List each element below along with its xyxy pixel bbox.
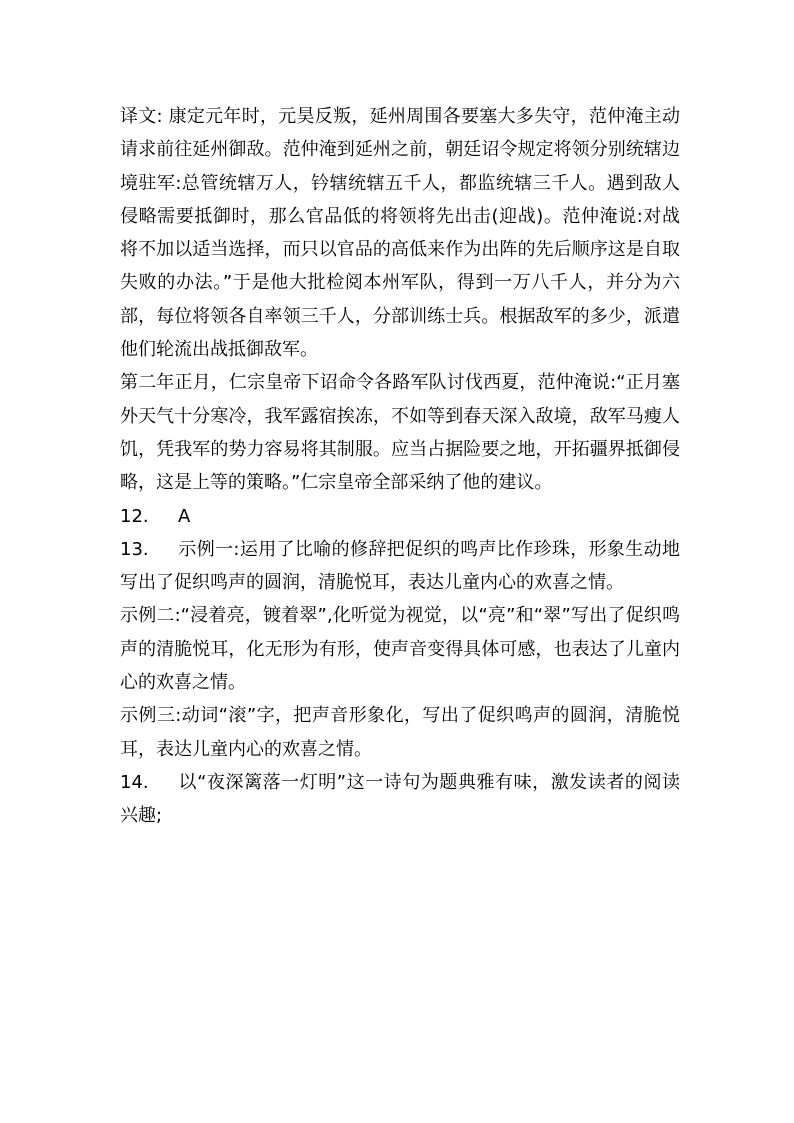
paragraph-translation-2: [120, 366, 680, 499]
question-number: 14.: [120, 771, 149, 793]
paragraph-text: 译文: 康定元年时，元昊反叛，延州周围各要塞大多失守，范仲淹主动请求前往延州御敌。范仲淹到延州之前，朝廷诏令规定将领分别统辖边境驻军:总管统辖万人，钤辖统辖五千人，都监统辖三千人。遇到敌人侵略需要抵御时，那么官品低的将领将先出击(迎战)。范仲淹说:对战将不加以适当选择，而只以官品的高低来作为出阵的先后顺序这是自取失败的办法。”于是他大批检阅本州军队，得到一万八千人，并分为六部，每位将领各自率领三千人，分部训练士兵。根据敌军的多少，派遣他们轮流出战抵御敌军。: [120, 106, 680, 361]
paragraph-translation-1: [120, 100, 680, 366]
answer-13-example-3: [120, 699, 680, 766]
answer-text: 示例二:“浸着亮，镀着翠”,化听觉为视觉，以“亮”和“翠”写出了促织鸣声的清脆悦耳，化无形为有形，使声音变得具体可感，也表达了儿童内心的欢喜之情。: [120, 605, 680, 694]
answer-text-body: [120, 100, 680, 833]
answer-text: A: [178, 505, 191, 527]
answer-text: 示例一:运用了比喻的修辞把促织的鸣声比作珍珠，形象生动地写出了促织鸣声的圆润，清脆悦耳，表达儿童内心的欢喜之情。: [120, 538, 680, 594]
answer-13-example-1: [120, 533, 680, 600]
answer-text: 以“夜深篱落一灯明”这一诗句为题典雅有味，激发读者的阅读兴趣;: [120, 771, 680, 827]
answer-13-example-2: [120, 599, 680, 699]
question-number: 12.: [120, 505, 149, 527]
question-number: 13.: [120, 538, 149, 560]
answer-14: [120, 766, 680, 833]
answer-12: [120, 500, 680, 533]
paragraph-text: 第二年正月，仁宗皇帝下诏命令各路军队讨伐西夏，范仲淹说:“正月塞外天气十分寒冷，我军露宿挨冻，不如等到春天深入敌境，敌军马瘦人饥，凭我军的势力容易将其制服。应当占据险要之地，开拓疆界抵御侵略，这是上等的策略。”仁宗皇帝全部采纳了他的建议。: [120, 372, 680, 494]
answer-text: 示例三:动词“滚”字，把声音形象化，写出了促织鸣声的圆润，清脆悦耳，表达儿童内心的欢喜之情。: [120, 705, 680, 760]
